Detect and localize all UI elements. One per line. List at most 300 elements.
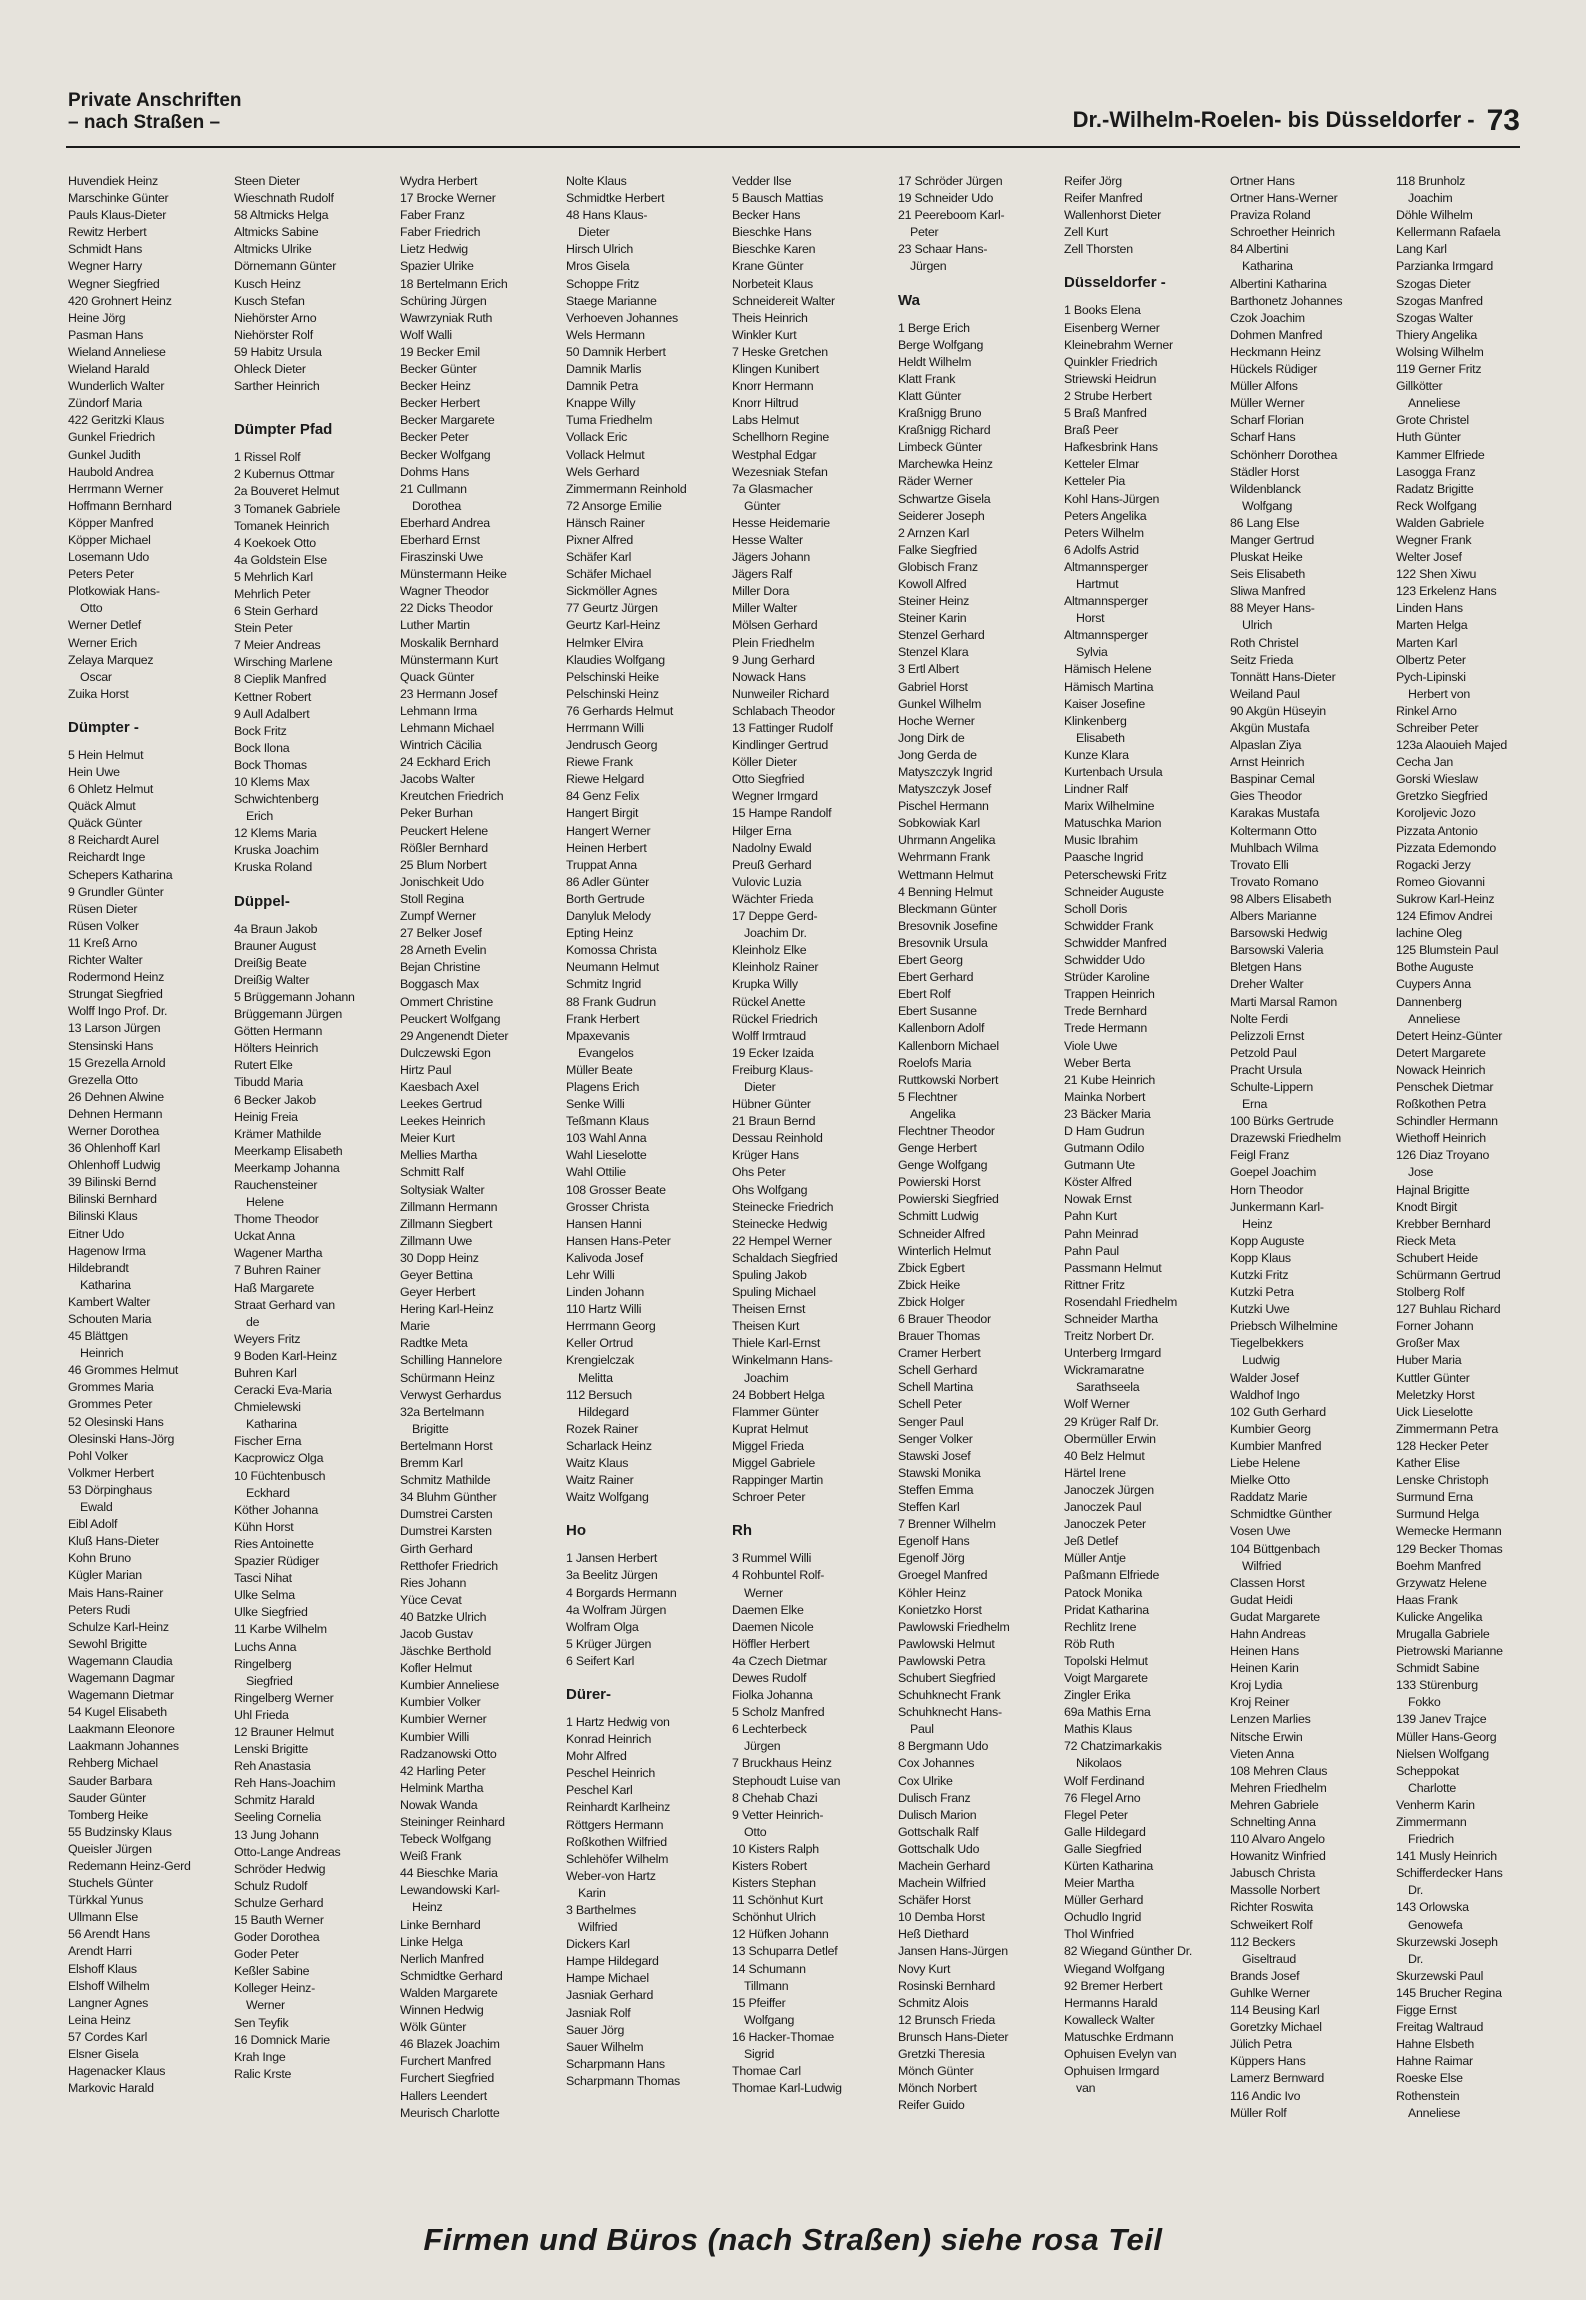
street-heading: Dürer-: [566, 1685, 612, 1703]
listing-entry: Gunkel Friedrich: [68, 430, 155, 445]
listing-entry: Köster Alfred: [1064, 1175, 1132, 1190]
listing-entry: 5 Flechtner: [898, 1089, 958, 1104]
listing-entry: Faber Franz: [400, 208, 465, 223]
listing-entry: Buhren Karl: [234, 1366, 297, 1380]
listing-entry: Kaesbach Axel: [400, 1079, 479, 1094]
listing-entry: Scheppokat: [1396, 1763, 1459, 1778]
listing-entry: Wagner Theodor: [400, 584, 489, 599]
listing-entry: Roth Christel: [1230, 635, 1299, 650]
listing-entry: Ebert Susanne: [898, 1004, 977, 1019]
listing-entry: 4a Braun Jakob: [234, 921, 318, 936]
listing-entry: Szogas Dieter: [1396, 276, 1471, 291]
listing-entry: Schwidder Manfred: [1064, 935, 1167, 950]
listing-entry: 4 Benning Helmut: [898, 884, 993, 899]
listing-entry: Gretzki Theresia: [898, 2047, 985, 2062]
listing-entry: 14 Schumann: [732, 1961, 806, 1976]
listing-entry: Thomae Carl: [732, 2064, 801, 2079]
listing-entry: 420 Grohnert Heinz: [68, 293, 172, 308]
listing-entry: Steininger Reinhard: [400, 1815, 505, 1829]
listing-entry: 6 Adolfs Astrid: [1064, 542, 1139, 557]
listing-entry: Rechlitz Irene: [1064, 1619, 1137, 1634]
listing-entry: Geyer Bettina: [400, 1268, 473, 1282]
listing-entry: 1 Hartz Hedwig von: [566, 1714, 670, 1729]
listing-spacer: [898, 276, 1058, 286]
listing-entry: Dulisch Franz: [898, 1790, 971, 1805]
listing-entry: Härtel Irene: [1064, 1465, 1126, 1480]
listing-entry: 143 Orlowska: [1396, 1900, 1469, 1915]
listing-continuation: Elisabeth: [1076, 730, 1125, 745]
listing-entry: Schmitz Mathilde: [400, 1473, 491, 1488]
listing-continuation: Melitta: [578, 1370, 613, 1385]
listing-entry: Leekes Heinrich: [400, 1114, 486, 1129]
listing-entry: Lenski Brigitte: [234, 1742, 309, 1757]
listing-entry: 13 Larson Jürgen: [68, 1021, 161, 1036]
listing-entry: Knodt Birgit: [1396, 1199, 1458, 1214]
listing-entry: Uhrmann Angelika: [898, 833, 996, 848]
listing-entry: Uick Lieselotte: [1396, 1404, 1473, 1419]
listing-entry: 8 Chehab Chazi: [732, 1790, 818, 1805]
listing-entry: Powierski Horst: [898, 1175, 981, 1190]
listing-entry: 8 Cieplik Manfred: [234, 672, 327, 687]
listing-entry: Moskalik Bernhard: [400, 635, 499, 650]
listing-entry: Kohl Hans-Jürgen: [1064, 491, 1160, 506]
listing-entry: Janoczek Peter: [1064, 1517, 1146, 1532]
listing-entry: Schlehöfer Wilhelm: [566, 1851, 669, 1866]
listing-entry: Wels Hermann: [566, 327, 645, 342]
listing-entry: Sukrow Karl-Heinz: [1396, 891, 1495, 906]
listing-entry: 15 Hampe Randolf: [732, 806, 832, 821]
listing-entry: Meier Kurt: [400, 1131, 455, 1146]
listing-entry: 7 Brenner Wilhelm: [898, 1517, 996, 1532]
listing-entry: Jong Gerda de: [898, 747, 977, 762]
listing-entry: Heinen Herbert: [566, 840, 647, 855]
listing-continuation: Giseltraud: [1242, 1951, 1296, 1966]
listing-entry: Altmicks Sabine: [234, 225, 319, 240]
listing-entry: Peters Angelika: [1064, 508, 1147, 523]
listing-entry: Rothenstein: [1396, 2088, 1460, 2103]
listing-entry: Thiele Karl-Ernst: [732, 1336, 821, 1351]
listing-entry: Daemen Nicole: [732, 1619, 814, 1634]
listing-entry: Cramer Herbert: [898, 1346, 981, 1361]
listing-entry: 3 Ertl Albert: [898, 662, 959, 677]
listing-entry: Altmicks Ulrike: [234, 242, 312, 257]
listing-entry: Olbertz Peter: [1396, 652, 1466, 667]
listing-entry: Meerkamp Elisabeth: [234, 1143, 343, 1158]
street-heading: Dümpter Pfad: [234, 421, 333, 439]
listing-entry: Steiner Heinz: [898, 594, 970, 609]
listing-entry: Wydra Herbert: [400, 174, 478, 188]
listing-entry: Karakas Mustafa: [1230, 806, 1320, 821]
listing-entry: Ochudlo Ingrid: [1064, 1910, 1142, 1925]
header-left-line2: – nach Straßen –: [68, 112, 221, 133]
listing-entry: Howanitz Winfried: [1230, 1849, 1326, 1864]
listing-entry: Scharf Florian: [1230, 413, 1304, 428]
listing-continuation: Evangelos: [578, 1045, 634, 1060]
listing-entry: 5 Scholz Manfred: [732, 1705, 825, 1720]
listing-entry: 32a Bertelmann: [400, 1404, 484, 1419]
listing-entry: Heine Jörg: [68, 310, 126, 325]
listing-entry: Krengielczak: [566, 1353, 634, 1368]
listing-entry: Kühn Horst: [234, 1519, 294, 1534]
listing-entry: Tiegelbekkers: [1230, 1336, 1304, 1351]
listing-entry: Obermüller Erwin: [1064, 1431, 1156, 1446]
listing-entry: Schifferdecker Hans: [1396, 1866, 1503, 1881]
listing-entry: Lehmann Michael: [400, 721, 495, 735]
listing-entry: Arnst Heinrich: [1230, 755, 1305, 770]
listing-entry: 11 Karbe Wilhelm: [234, 1622, 327, 1637]
listing-entry: Schuhknecht Hans-: [898, 1705, 1002, 1720]
listing-entry: Kowalleck Walter: [1064, 2012, 1155, 2027]
listing-entry: 22 Hempel Werner: [732, 1233, 832, 1248]
listing-entry: Kopp Auguste: [1230, 1233, 1305, 1248]
listing-entry: Wawrzyniak Ruth: [400, 310, 493, 325]
listing-entry: Krüger Hans: [732, 1148, 799, 1163]
listing-spacer: [68, 703, 228, 713]
listing-entry: Spuling Michael: [732, 1285, 816, 1300]
listing-entry: Krane Günter: [732, 259, 804, 274]
listing-entry: Mielke Otto: [1230, 1473, 1290, 1488]
listing-entry: Linke Bernhard: [400, 1917, 481, 1932]
listing-entry: Dickers Karl: [566, 1937, 630, 1952]
listing-entry: Schmitt Ludwig: [898, 1209, 979, 1224]
listing-entry: Dohms Hans: [400, 464, 470, 479]
listing-entry: Zingler Erika: [1064, 1688, 1131, 1703]
listing-entry: 10 Klems Max: [234, 775, 310, 789]
listing-entry: Bremm Karl: [400, 1456, 463, 1471]
listing-entry: Hallers Leendert: [400, 2088, 487, 2103]
listing-entry: Bieschke Karen: [732, 242, 816, 257]
listing-entry: Akgün Mustafa: [1230, 721, 1310, 735]
listing-entry: Winnen Hedwig: [400, 2003, 484, 2018]
listing-entry: Hansen Hanni: [566, 1216, 642, 1231]
listing-continuation: Jürgen: [744, 1739, 781, 1754]
listing-entry: Kumbier Anneliese: [400, 1678, 500, 1693]
listing-entry: 23 Bäcker Maria: [1064, 1106, 1151, 1121]
listing-entry: 56 Arendt Hans: [68, 1927, 150, 1942]
listing-entry: Stenzel Klara: [898, 645, 969, 660]
street-heading: Rh: [732, 1522, 752, 1540]
listing-entry: Schmidtke Gerhard: [400, 1968, 503, 1983]
listing-entry: Kofler Helmut: [400, 1661, 472, 1676]
listing-entry: Boggasch Max: [400, 977, 479, 992]
listing-entry: Kettner Robert: [234, 689, 312, 704]
listing-entry: Dessau Reinhold: [732, 1131, 823, 1146]
listing-entry: Räder Werner: [898, 474, 973, 489]
listing-entry: Miggel Gabriele: [732, 1456, 816, 1471]
listing-entry: Heldt Wilhelm: [898, 354, 972, 369]
listing-entry: Kuttler Günter: [1396, 1370, 1470, 1385]
listing-entry: Köller Dieter: [732, 755, 797, 770]
listing-entry: Niehörster Arno: [234, 310, 317, 325]
listing-entry: Tomanek Heinrich: [234, 518, 330, 533]
listing-entry: Hesse Walter: [732, 532, 803, 547]
listing-entry: 145 Brucher Regina: [1396, 1985, 1502, 2000]
listing-entry: Quäck Almut: [68, 799, 136, 814]
listing-entry: Herrmann Werner: [68, 481, 164, 496]
listing-entry: Richter Roswita: [1230, 1900, 1314, 1915]
listing-entry: Trappen Heinrich: [1064, 987, 1155, 1002]
listing-entry: Freiburg Klaus-: [732, 1062, 813, 1077]
listing-entry: Thol Winfried: [1064, 1927, 1134, 1942]
address-column-8: [1230, 173, 1390, 2122]
listing-entry: 84 Albertini: [1230, 242, 1289, 257]
listing-entry: Ohlenhoff Ludwig: [68, 1158, 161, 1173]
address-column-3: [400, 173, 560, 2122]
listing-entry: Szogas Manfred: [1396, 293, 1483, 308]
listing-entry: Koroljevic Jozo: [1396, 806, 1476, 821]
listing-entry: Schürmann Heinz: [400, 1370, 495, 1385]
listing-continuation: Erna: [1242, 1097, 1268, 1112]
listing-entry: Schmitz Ingrid: [566, 977, 642, 992]
listing-entry: Mpaxevanis: [566, 1028, 630, 1043]
listing-entry: Klingen Kunibert: [732, 362, 819, 377]
listing-entry: Markovic Harald: [68, 2081, 154, 2096]
listing-entry: Weiland Paul: [1230, 686, 1300, 701]
listing-entry: Hahn Andreas: [1230, 1626, 1306, 1641]
listing-entry: Falke Siegfried: [898, 542, 977, 557]
listing-entry: Theisen Kurt: [732, 1319, 800, 1334]
listing-entry: Rutert Elke: [234, 1058, 293, 1073]
listing-entry: 54 Kugel Elisabeth: [68, 1705, 167, 1720]
address-column-9: [1396, 173, 1556, 2122]
listing-entry: 2 Kubernus Ottmar: [234, 467, 335, 482]
listing-entry: Krebber Bernhard: [1396, 1216, 1491, 1231]
listing-entry: 13 Fattinger Rudolf: [732, 721, 833, 735]
listing-entry: Ringelberg: [234, 1656, 292, 1671]
listing-entry: Powierski Siegfried: [898, 1192, 999, 1207]
listing-entry: Lindner Ralf: [1064, 782, 1128, 797]
listing-entry: Seitz Frieda: [1230, 652, 1294, 667]
listing-entry: Bilinski Bernhard: [68, 1192, 157, 1207]
listing-entry: 110 Hartz Willi: [566, 1302, 642, 1317]
listing-entry: Herrmann Georg: [566, 1319, 656, 1334]
listing-entry: Thomae Karl-Ludwig: [732, 2081, 842, 2096]
listing-entry: Scharpmann Hans: [566, 2056, 665, 2071]
listing-entry: 17 Deppe Gerd-: [732, 909, 818, 924]
listing-entry: Werner Detlef: [68, 618, 141, 633]
listing-entry: 124 Efimov Andrei: [1396, 909, 1493, 924]
listing-entry: Wettmann Helmut: [898, 867, 994, 882]
listing-entry: Wallenhorst Dieter: [1064, 208, 1161, 223]
listing-entry: Alpaslan Ziya: [1230, 738, 1302, 753]
listing-entry: Linke Helga: [400, 1934, 463, 1949]
listing-entry: Sauer Wilhelm: [566, 2039, 644, 2054]
listing-entry: Kruska Joachim: [234, 843, 319, 858]
listing-entry: Tebeck Wolfgang: [400, 1832, 492, 1847]
listing-entry: Kowoll Alfred: [898, 576, 967, 591]
listing-entry: 5 Brüggemann Johann: [234, 989, 355, 1004]
listing-entry: Jeß Detlef: [1064, 1534, 1118, 1549]
listing-entry: 58 Altmicks Helga: [234, 208, 329, 223]
listing-entry: Peschel Karl: [566, 1783, 633, 1798]
listing-entry: 90 Akgün Hüseyin: [1230, 703, 1326, 718]
listing-entry: Münstermann Kurt: [400, 652, 498, 667]
listing-entry: Bock Ilona: [234, 740, 290, 755]
listing-entry: Wintrich Cäcilia: [400, 738, 482, 753]
listing-entry: Rößler Bernhard: [400, 840, 488, 855]
listing-entry: Roßkothen Wilfried: [566, 1834, 667, 1849]
listing-entry: 9 Boden Karl-Heinz: [234, 1348, 337, 1363]
listing-continuation: Fokko: [1408, 1695, 1441, 1710]
listing-entry: Senger Paul: [898, 1414, 964, 1429]
listing-entry: Music Ibrahim: [1064, 833, 1138, 848]
listing-entry: Vollack Helmut: [566, 447, 645, 462]
listing-entry: Becker Günter: [400, 362, 477, 377]
listing-entry: Chmielewski: [234, 1400, 301, 1415]
listing-entry: Nielsen Wolfgang: [1396, 1746, 1489, 1761]
listing-entry: Wegner Harry: [68, 259, 142, 274]
listing-entry: Mölsen Gerhard: [732, 618, 818, 633]
listing-entry: Vedder Ilse: [732, 174, 792, 188]
listing-entry: Hangert Birgit: [566, 806, 639, 821]
listing-entry: 103 Wahl Anna: [566, 1131, 647, 1146]
listing-entry: Preuß Gerhard: [732, 857, 812, 872]
listing-entry: Jendrusch Georg: [566, 738, 658, 753]
listing-entry: 7 Heske Gretchen: [732, 344, 828, 359]
listing-entry: 12 Hüfken Johann: [732, 1927, 829, 1942]
listing-entry: Mros Gisela: [566, 259, 630, 274]
listing-entry: Türkkal Yunus: [68, 1893, 144, 1908]
listing-entry: Pracht Ursula: [1230, 1062, 1302, 1077]
listing-entry: Zumpf Werner: [400, 909, 476, 924]
listing-entry: Heinen Karin: [1230, 1661, 1299, 1676]
listing-entry: 50 Damnik Herbert: [566, 344, 666, 359]
listing-entry: Tomberg Heike: [68, 1807, 149, 1822]
listing-continuation: Anneliese: [1408, 1011, 1461, 1026]
listing-entry: Damnik Marlis: [566, 362, 642, 377]
listing-entry: 29 Angenendt Dieter: [400, 1028, 509, 1043]
listing-entry: Jägers Johann: [732, 550, 811, 565]
listing-entry: Dreher Walter: [1230, 977, 1304, 992]
listing-entry: 92 Bremer Herbert: [1064, 1978, 1163, 1993]
listing-entry: Scharf Hans: [1230, 430, 1296, 445]
listing-entry: Kambert Walter: [68, 1294, 151, 1309]
listing-entry: Berge Wolfgang: [898, 337, 984, 352]
listing-entry: Goder Peter: [234, 1947, 299, 1962]
listing-entry: Walden Gabriele: [1396, 515, 1485, 530]
listing-entry: Müller Gerhard: [1064, 1893, 1144, 1908]
listing-entry: Mönch Günter: [898, 2064, 974, 2079]
listing-entry: Vollack Eric: [566, 430, 628, 445]
listing-entry: 86 Lang Else: [1230, 515, 1300, 530]
listing-entry: Miller Walter: [732, 601, 798, 616]
listing-continuation: Heinz: [1242, 1216, 1273, 1231]
listing-entry: Queisler Jürgen: [68, 1841, 152, 1856]
listing-continuation: de: [246, 1314, 260, 1329]
listing-entry: Großer Max: [1396, 1336, 1460, 1351]
listing-entry: Unterberg Irmgard: [1064, 1346, 1161, 1361]
listing-entry: Schmitz Alois: [898, 1995, 969, 2010]
header-rule: [66, 146, 1520, 148]
listing-entry: Scholl Doris: [1064, 901, 1128, 916]
listing-entry: Praviza Roland: [1230, 208, 1311, 223]
listing-entry: Wieland Harald: [68, 362, 150, 377]
listing-entry: Mellies Martha: [400, 1148, 478, 1163]
listing-entry: Ortner Hans-Werner: [1230, 191, 1338, 206]
listing-entry: lachine Oleg: [1396, 926, 1462, 941]
listing-entry: Schuhknecht Frank: [898, 1688, 1001, 1703]
listing-spacer: [732, 1506, 892, 1516]
listing-entry: Schepers Katharina: [68, 867, 173, 882]
listing-entry: Strüder Karoline: [1064, 970, 1150, 985]
listing-entry: Kumbier Willi: [400, 1729, 470, 1744]
listing-entry: 10 Demba Horst: [898, 1910, 985, 1925]
listing-entry: Schmidtke Herbert: [566, 191, 665, 206]
listing-entry: Soltysiak Walter: [400, 1182, 485, 1197]
listing-entry: Arendt Harri: [68, 1944, 132, 1959]
listing-entry: Riewe Helgard: [566, 772, 645, 787]
listing-entry: Raddatz Marie: [1230, 1490, 1308, 1505]
listing-entry: Pych-Lipinski: [1396, 669, 1466, 684]
listing-entry: Quäck Günter: [68, 816, 143, 831]
listing-entry: Köhler Heinz: [898, 1585, 966, 1600]
listing-entry: Kalivoda Josef: [566, 1250, 644, 1265]
listing-entry: Pelizzoli Ernst: [1230, 1028, 1305, 1043]
listing-entry: 44 Bieschke Maria: [400, 1866, 498, 1881]
listing-entry: Müller Antje: [1064, 1551, 1126, 1566]
listing-entry: Zündorf Maria: [68, 396, 142, 411]
listing-entry: 7 Bruckhaus Heinz: [732, 1756, 832, 1771]
listing-entry: 129 Becker Thomas: [1396, 1541, 1503, 1556]
listing-entry: Hückels Rüdiger: [1230, 362, 1318, 377]
listing-entry: Nunweiler Richard: [732, 686, 829, 701]
listing-entry: Sewohl Brigitte: [68, 1636, 147, 1651]
listing-entry: Röttgers Hermann: [566, 1817, 664, 1832]
listing-continuation: Jose: [1408, 1165, 1434, 1180]
listing-entry: Losemann Udo: [68, 550, 150, 565]
listing-entry: Ulke Selma: [234, 1588, 295, 1603]
listing-entry: Gorski Wieslaw: [1396, 772, 1478, 787]
listing-entry: Weber-von Hartz: [566, 1868, 656, 1883]
listing-entry: Radtke Meta: [400, 1336, 468, 1351]
listing-entry: Becker Wolfgang: [400, 447, 491, 462]
listing-entry: Sliwa Manfred: [1230, 584, 1306, 599]
listing-entry: Rieck Meta: [1396, 1233, 1456, 1248]
listing-spacer: [1064, 258, 1224, 268]
listing-continuation: Ewald: [80, 1500, 113, 1515]
listing-entry: Gudat Heidi: [1230, 1592, 1293, 1607]
listing-entry: Komossa Christa: [566, 943, 657, 958]
listing-entry: Werner Dorothea: [68, 1123, 160, 1138]
listing-entry: 88 Meyer Hans-: [1230, 601, 1315, 616]
listing-entry: 21 Peereboom Karl-: [898, 208, 1005, 223]
listing-entry: Bilinski Klaus: [68, 1209, 138, 1224]
listing-entry: Waitz Klaus: [566, 1456, 629, 1471]
listing-entry: Plotkowiak Hans-: [68, 584, 160, 599]
listing-entry: Furchert Manfred: [400, 2054, 492, 2069]
listing-entry: Hahne Raimar: [1396, 2054, 1473, 2069]
listing-entry: Marschinke Günter: [68, 191, 169, 206]
listing-entry: 16 Hacker-Thomae: [732, 2029, 835, 2044]
listing-entry: 11 Kreß Arno: [68, 935, 138, 950]
listing-entry: 4a Czech Dietmar: [732, 1653, 828, 1668]
listing-spacer: [566, 1670, 726, 1680]
listing-continuation: Katharina: [1242, 259, 1293, 274]
street-heading: Düsseldorfer -: [1064, 274, 1166, 292]
listing-entry: 3a Beelitz Jürgen: [566, 1568, 658, 1583]
listing-entry: Hagenacker Klaus: [68, 2064, 166, 2079]
listing-entry: Flegel Peter: [1064, 1807, 1128, 1822]
listing-entry: 9 Grundler Günter: [68, 884, 164, 899]
listing-entry: Wegner Frank: [1396, 532, 1472, 547]
listing-entry: Jülich Petra: [1230, 2037, 1292, 2052]
listing-entry: Hesse Heidemarie: [732, 515, 830, 530]
listing-entry: 4 Borgards Hermann: [566, 1585, 677, 1600]
listing-continuation: Dr.: [1408, 1951, 1424, 1966]
listing-entry: Pixner Alfred: [566, 532, 633, 547]
listing-entry: 13 Schuparra Detlef: [732, 1944, 838, 1959]
listing-entry: Reck Wolfgang: [1396, 498, 1477, 513]
